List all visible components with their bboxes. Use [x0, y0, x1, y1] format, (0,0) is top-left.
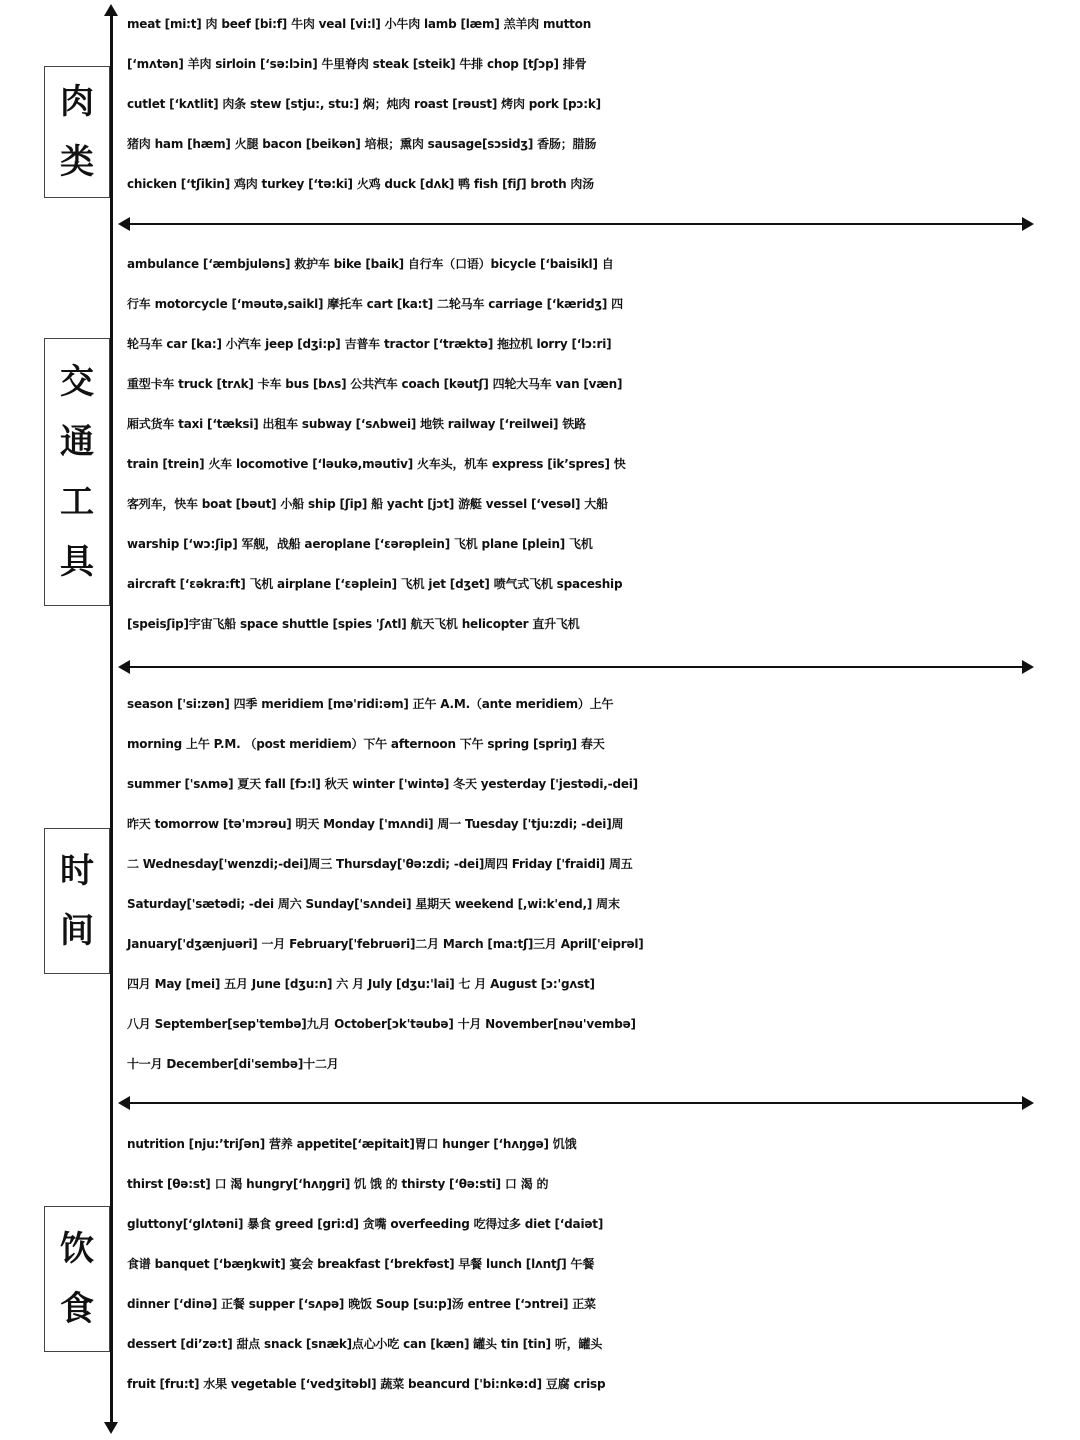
vocab-line: 十一月 December[di'sembə]十二月: [127, 1057, 339, 1071]
vocab-line: 客列车，快车 boat [bəut] 小船 ship [ʃip] 船 yacht [jɔt] 游艇 vessel [‘vesəl] 大船: [127, 497, 608, 511]
vocab-line: 轮马车 car [ka:] 小汽车 jeep [dʒi:p] 吉普车 tractor [‘træktə] 拖拉机 lorry [‘lɔ:ri]: [127, 337, 612, 351]
vocab-line: train [trein] 火车 locomotive [‘ləukə,məutiv] 火车头，机车 express [ik’spres] 快: [127, 457, 626, 471]
section-transport: [127, 244, 1042, 644]
label-char: 食: [60, 1289, 94, 1329]
label-char: 工: [60, 482, 94, 522]
vocab-line: morning 上午 P.M. （post meridiem）下午 afternoon 下午 spring [spriŋ] 春天: [127, 737, 605, 751]
category-label-meat: [44, 66, 110, 198]
label-char: 交: [60, 362, 94, 402]
section-divider-arrow: [120, 1102, 1032, 1104]
vocab-line: 二 Wednesday['wenzdi;-dei]周三 Thursday['θə:zdi; -dei]周四 Friday ['fraidi] 周五: [127, 857, 633, 871]
vocab-line: January['dʒænjuəri] 一月 February['februəri]二月 March [ma:tʃ]三月 April['eiprəl]: [127, 937, 644, 951]
label-char: 具: [60, 542, 94, 582]
vocab-line: cutlet [‘kʌtlit] 肉条 stew [stju:, stu:] 焖；炖肉 roast [rəust] 烤肉 pork [pɔ:k]: [127, 97, 601, 111]
section-time: [127, 684, 1042, 1084]
vocab-line: nutrition [nju:’triʃən] 营养 appetite[‘æpitait]胃口 hunger [‘hʌŋgə] 饥饿: [127, 1137, 577, 1151]
arrow-down-icon: [104, 1422, 118, 1434]
section-divider-arrow: [120, 223, 1032, 225]
vocab-line: 食谱 banquet [‘bæŋkwit] 宴会 breakfast [‘brekfəst] 早餐 lunch [lʌntʃ] 午餐: [127, 1257, 595, 1271]
vocab-line: thirst [θə:st] 口 渴 hungry[‘hʌŋgri] 饥 饿 的 thirsty [‘θə:sti] 口 渴 的: [127, 1177, 549, 1191]
vocab-line: ambulance [‘æmbjuləns] 救护车 bike [baik] 自行车（口语）bicycle [‘baisikl] 自: [127, 257, 614, 271]
vocab-line: 八月 September[sep'tembə]九月 October[ɔk'təubə] 十月 November[nəu'vembə]: [127, 1017, 636, 1031]
category-label-transport: [44, 338, 110, 606]
category-label-food: [44, 1206, 110, 1352]
label-char: 间: [60, 911, 94, 951]
vocab-line: 重型卡车 truck [trʌk] 卡车 bus [bʌs] 公共汽车 coach [kəutʃ] 四轮大马车 van [væn]: [127, 377, 623, 391]
vocab-line: summer ['sʌmə] 夏天 fall [fɔ:l] 秋天 winter ['wintə] 冬天 yesterday ['jestədi,-dei]: [127, 777, 638, 791]
label-char: 时: [60, 851, 94, 891]
label-char: 饮: [60, 1229, 94, 1269]
vocab-line: dinner [‘dinə] 正餐 supper [‘sʌpə] 晚饭 Soup [su:p]汤 entree [‘ɔntrei] 正菜: [127, 1297, 596, 1311]
vocab-line: warship [‘wɔ:ʃip] 军舰，战船 aeroplane [‘ɛərəplein] 飞机 plane [plein] 飞机: [127, 537, 593, 551]
vocab-line: aircraft [‘ɛəkra:ft] 飞机 airplane [‘ɛəplein] 飞机 jet [dʒet] 喷气式飞机 spaceship: [127, 577, 623, 591]
vocab-line: 厢式货车 taxi [‘tæksi] 出租车 subway [‘sʌbwei] 地铁 railway [‘reilwei] 铁路: [127, 417, 586, 431]
vocab-line: fruit [fru:t] 水果 vegetable [‘vedʒitəbl] 蔬菜 beancurd ['bi:nkə:d] 豆腐 crisp: [127, 1377, 606, 1391]
vocab-line: Saturday['sætədi; -dei 周六 Sunday['sʌndei] 星期天 weekend [,wi:k'end,] 周末: [127, 897, 620, 911]
vocab-line: 四月 May [mei] 五月 June [dʒu:n] 六 月 July [dʒu:'lai] 七 月 August [ɔ:'gʌst]: [127, 977, 595, 991]
vocab-line: season ['si:zən] 四季 meridiem [mə'ridi:əm] 正午 A.M.（ante meridiem）上午: [127, 697, 614, 711]
vocab-line: 行车 motorcycle [‘məutə,saikl] 摩托车 cart [ka:t] 二轮马车 carriage [‘kæridʒ] 四: [127, 297, 623, 311]
vocab-line: [‘mʌtən] 羊肉 sirloin [‘sə:lɔin] 牛里脊肉 steak [steik] 牛排 chop [tʃɔp] 排骨: [127, 57, 587, 71]
label-char: 肉: [60, 82, 94, 122]
vocab-line: 猪肉 ham [hæm] 火腿 bacon [beikən] 培根；熏肉 sausage[sɔsidʒ] 香肠；腊肠: [127, 137, 597, 151]
vocab-line: 昨天 tomorrow [tə'mɔrəu] 明天 Monday ['mʌndi] 周一 Tuesday ['tju:zdi; -dei]周: [127, 817, 624, 831]
arrow-up-icon: [104, 4, 118, 16]
section-divider-arrow: [120, 666, 1032, 668]
category-label-time: [44, 828, 110, 974]
vocab-line: [speisʃip]宇宙飞船 space shuttle [spies 'ʃʌtl] 航天飞机 helicopter 直升飞机: [127, 617, 580, 631]
section-food: [127, 1124, 1042, 1404]
vocab-line: gluttony[‘glʌtəni] 暴食 greed [gri:d] 贪嘴 overfeeding 吃得过多 diet [‘daiət]: [127, 1217, 604, 1231]
vocab-line: meat [mi:t] 肉 beef [bi:f] 牛肉 veal [vi:l] 小牛肉 lamb [læm] 羔羊肉 mutton: [127, 17, 592, 31]
vocab-line: chicken [‘tʃikin] 鸡肉 turkey [‘tə:ki] 火鸡 duck [dʌk] 鸭 fish [fiʃ] broth 肉汤: [127, 177, 594, 191]
section-meat: [127, 4, 1042, 204]
label-char: 通: [60, 422, 94, 462]
vocab-line: dessert [di’zə:t] 甜点 snack [snæk]点心小吃 can [kæn] 罐头 tin [tin] 听，罐头: [127, 1337, 603, 1351]
label-char: 类: [60, 142, 94, 182]
vertical-axis-arrow: [110, 8, 113, 1430]
